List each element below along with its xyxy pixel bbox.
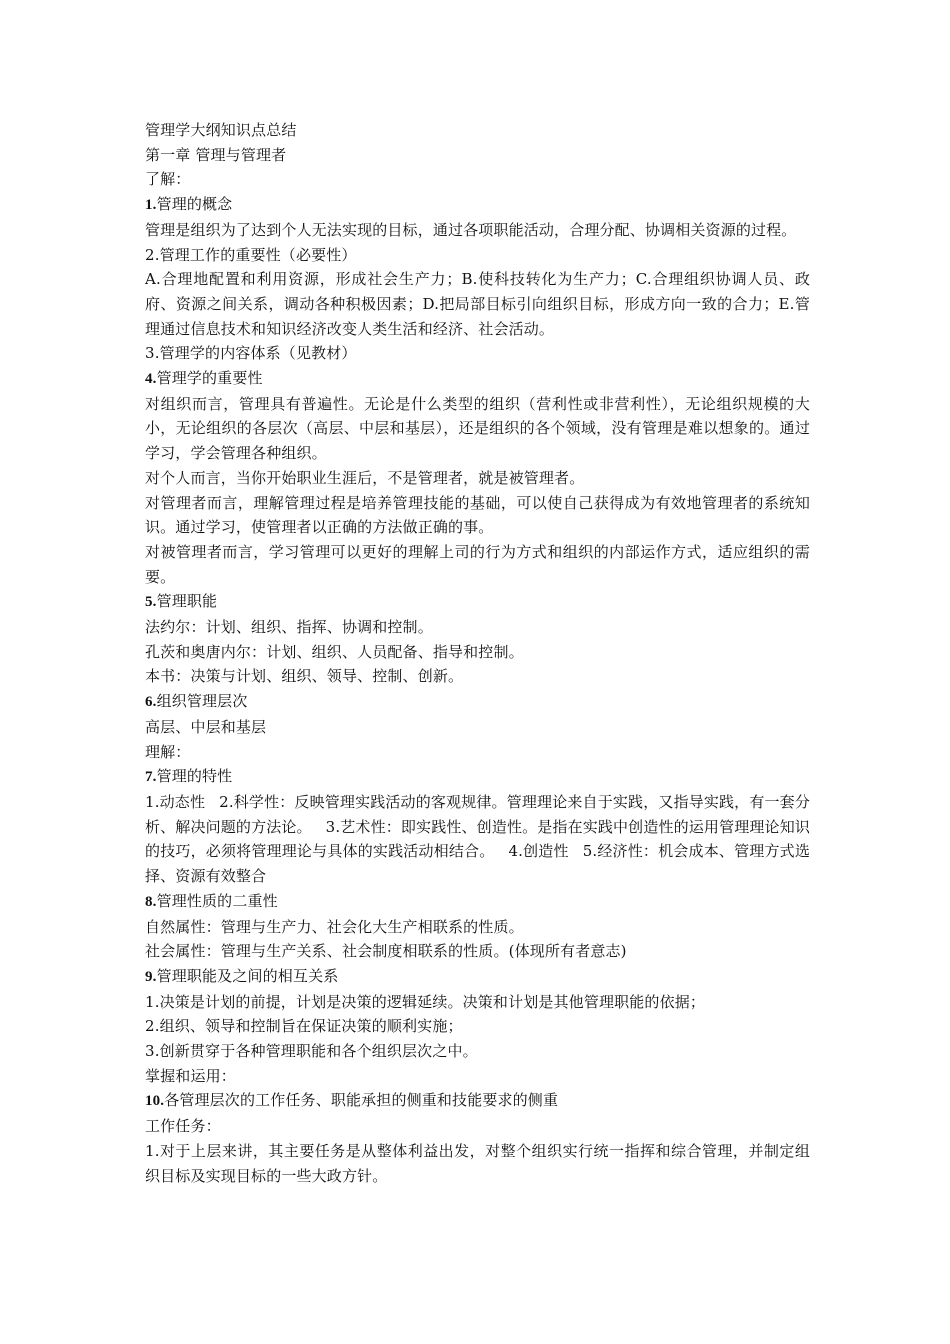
section-9-line-3: 3.创新贯穿于各种管理职能和各个组织层次之中。 (145, 1042, 478, 1061)
section-9-title: 管理职能及之间的相互关系 (156, 966, 339, 985)
section-5-title: 管理职能 (156, 592, 218, 611)
section-7-item-d: 4.创造性 (508, 842, 569, 861)
section-5-number: 5. (145, 594, 157, 611)
document-page (145, 118, 810, 1188)
section-7-item-b: 2.科学性：反映管理实践活动的客观规律。管理理论来自于实践，又指导实践，有一套分析、解决问题的方法论。 (145, 792, 810, 836)
section-6-heading (145, 689, 810, 715)
section-1-title: 管理的概念 (156, 195, 233, 214)
section-8-number: 8. (145, 893, 157, 910)
section-7-item-a: 1.动态性 (145, 792, 206, 811)
section-2-body: A.合理地配置和利用资源，形成社会生产力；B.使科技转化为生产力；C.合理组织协调人员、政府、资源之间关系，调动各种积极因素；D.把局部目标引向组织目标，形成方向一致的合力；E.管理通过信息技术和知识经济改变人类生活和经济、社会活动。 (145, 270, 810, 338)
comprehend-label: 理解： (145, 742, 191, 761)
master-label: 掌握和运用： (145, 1066, 236, 1085)
document-title: 管理学大纲知识点总结 (145, 121, 297, 139)
section-4-paragraph-2: 对个人而言，当你开始职业生涯后，不是管理者，就是被管理者。 (145, 468, 585, 487)
section-8-line-2: 社会属性：管理与生产关系、社会制度相联系的性质。(体现所有者意志) (145, 942, 627, 961)
section-8-heading (145, 889, 810, 915)
section-7-heading (145, 764, 810, 790)
section-3-heading: 3.管理学的内容体系（见教材） (145, 344, 357, 363)
section-6-number: 6. (145, 694, 157, 711)
section-7-title: 管理的特性 (156, 767, 233, 786)
section-1-heading (145, 192, 810, 218)
section-5-heading (145, 589, 810, 615)
section-10-title: 各管理层次的工作任务、职能承担的侧重和技能要求的侧重 (164, 1091, 559, 1110)
section-5-line-2: 孔茨和奥唐内尔：计划、组织、人员配备、指导和控制。 (145, 642, 524, 661)
section-2-heading: 2.管理工作的重要性（必要性） (145, 245, 357, 264)
section-9-heading (145, 964, 810, 990)
section-10-subheading: 工作任务： (145, 1117, 221, 1136)
section-9-number: 9. (145, 968, 157, 985)
section-5-line-3: 本书：决策与计划、组织、领导、控制、创新。 (145, 667, 464, 686)
section-7-item-e: 5.经济性：机会成本、管理方式选择、资源有效整合 (145, 842, 811, 886)
section-1-number: 1. (145, 197, 157, 214)
section-7-body (145, 790, 810, 889)
section-10-number: 10. (145, 1093, 165, 1110)
section-10-heading (145, 1088, 810, 1114)
section-7-number: 7. (145, 769, 157, 786)
section-4-number: 4. (145, 371, 157, 388)
chapter-heading: 第一章 管理与管理者 (145, 145, 287, 164)
section-4-paragraph-3: 对管理者而言，理解管理过程是培养管理技能的基础，可以使自己获得成为有效地管理者的系统知识。通过学习，使管理者以正确的方法做正确的事。 (145, 493, 810, 537)
section-9-line-1: 1.决策是计划的前提，计划是决策的逻辑延续。决策和计划是其他管理职能的依据； (145, 992, 706, 1011)
section-1-body: 管理是组织为了达到个人无法实现的目标，通过各项职能活动，合理分配、协调相关资源的过程。 (145, 220, 797, 239)
section-4-paragraph-1: 对组织而言，管理具有普遍性。无论是什么类型的组织（营利性或非营利性），无论组织规模的大小，无论组织的各层次（高层、中层和基层），还是组织的各个领域，没有管理是难以想象的。通过学习，学会管理各种组织。 (145, 394, 810, 463)
section-4-title: 管理学的重要性 (156, 369, 263, 388)
section-7-item-c: 3.艺术性：即实践性、创造性。是指在实践中创造性的运用管理理论知识的技巧，必须将管理理论与具体的实践活动相结合。 (145, 817, 810, 861)
section-9-line-2: 2.组织、领导和控制旨在保证决策的顺利实施； (145, 1017, 463, 1036)
section-4-heading (145, 366, 810, 392)
section-5-line-1: 法约尔：计划、组织、指挥、协调和控制。 (145, 618, 433, 637)
section-10-line-1: 1.对于上层来讲，其主要任务是从整体利益出发，对整个组织实行统一指挥和综合管理，并制定组织目标及实现目标的一些大政方针。 (145, 1141, 810, 1185)
section-6-body: 高层、中层和基层 (145, 717, 267, 736)
section-4-paragraph-4: 对被管理者而言，学习管理可以更好的理解上司的行为方式和组织的内部运作方式，适应组织的需要。 (145, 542, 810, 586)
section-8-line-1: 自然属性：管理与生产力、社会化大生产相联系的性质。 (145, 917, 524, 936)
section-8-title: 管理性质的二重性 (156, 891, 278, 910)
section-6-title: 组织管理层次 (156, 692, 248, 711)
understand-label: 了解： (145, 170, 191, 189)
